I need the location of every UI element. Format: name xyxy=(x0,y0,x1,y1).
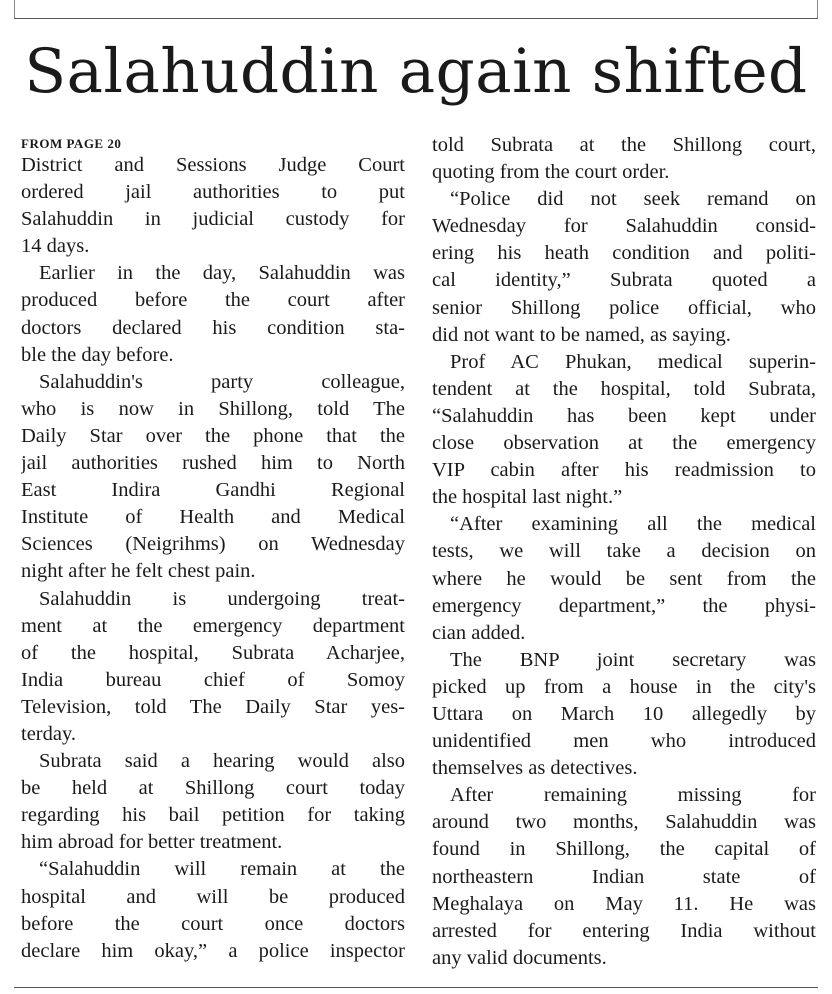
text-line: did not want to be named, as saying. xyxy=(432,323,731,346)
text-line: Subrata said a hearing would also xyxy=(39,750,405,773)
text-line: cian added. xyxy=(432,621,526,644)
text-line: Earlier in the day, Salahuddin was xyxy=(39,262,405,285)
text-line: “Salahuddin has been kept under xyxy=(432,404,816,427)
text-line: be held at Shillong court today xyxy=(21,777,405,800)
text-line: VIP cabin after his readmission to xyxy=(432,459,816,482)
text-line: the hospital last night.” xyxy=(432,486,623,509)
text-line: found in Shillong, the capital of xyxy=(432,838,816,861)
text-line: northeastern Indian state of xyxy=(432,865,816,888)
page-edge-left xyxy=(14,0,15,18)
kicker: FROM PAGE 20 xyxy=(21,136,122,151)
text-line: night after he felt chest pain. xyxy=(21,560,256,583)
text-line: 14 days. xyxy=(21,235,90,258)
text-line: picked up from a house in the city's xyxy=(432,675,816,698)
text-line: before the court once doctors xyxy=(21,912,405,935)
text-line: ble the day before. xyxy=(21,343,174,366)
text-line: ment at the emergency department xyxy=(21,614,405,637)
text-line: Television, told The Daily Star yes- xyxy=(21,695,405,718)
text-line: regarding his bail petition for taking xyxy=(21,804,405,827)
text-line: “After examining all the medical xyxy=(450,513,816,536)
text-line: of the hospital, Subrata Acharjee, xyxy=(21,641,405,664)
top-rule xyxy=(14,18,818,19)
left-column xyxy=(21,136,405,965)
text-line: arrested for entering India without xyxy=(432,919,816,942)
text-line: close observation at the emergency xyxy=(432,432,816,455)
text-line: hospital and will be produced xyxy=(21,885,405,908)
text-line: tests, we will take a decision on xyxy=(432,540,816,563)
text-line: “Salahuddin will remain at the xyxy=(39,858,405,881)
text-line: Wednesday for Salahuddin consid- xyxy=(432,215,816,238)
text-line: Salahuddin in judicial custody for xyxy=(21,208,405,231)
text-line: Salahuddin is undergoing treat- xyxy=(39,587,405,610)
text-line: Daily Star over the phone that the xyxy=(21,424,405,447)
text-line: doctors declared his condition sta- xyxy=(21,316,405,339)
text-line: unidentified men who introduced xyxy=(432,730,816,753)
text-line: terday. xyxy=(21,722,77,745)
left-column-text xyxy=(21,152,405,965)
text-line: ordered jail authorities to put xyxy=(21,181,405,204)
text-line: Meghalaya on May 11. He was xyxy=(432,892,816,915)
text-line: tendent at the hospital, told Subrata, xyxy=(432,377,816,400)
right-column-text xyxy=(432,132,816,972)
text-line: ering his heath condition and politi- xyxy=(432,242,816,265)
text-line: declare him okay,” a police inspector xyxy=(21,939,405,962)
text-line: Sciences (Neigrihms) on Wednesday xyxy=(21,533,405,556)
text-line: Salahuddin's party colleague, xyxy=(39,370,405,393)
page-edge-right xyxy=(817,0,818,18)
text-line: told Subrata at the Shillong court, xyxy=(432,134,816,156)
text-line: cal identity,” Subrata quoted a xyxy=(432,269,816,292)
text-line: Uttara on March 10 allegedly by xyxy=(432,702,816,725)
text-line: around two months, Salahuddin was xyxy=(432,811,816,834)
text-line: “Police did not seek remand on xyxy=(450,188,816,211)
headline: Salahuddin again shifted xyxy=(24,36,808,107)
text-line: produced before the court after xyxy=(21,289,405,312)
text-line: District and Sessions Judge Court xyxy=(21,154,405,176)
text-line: him abroad for better treatment. xyxy=(21,831,283,854)
text-line: East Indira Gandhi Regional xyxy=(21,479,405,502)
text-line: Institute of Health and Medical xyxy=(21,506,405,529)
text-line: where he would be sent from the xyxy=(432,567,816,590)
bottom-rule xyxy=(14,987,818,988)
right-column xyxy=(432,132,816,972)
text-line: After remaining missing for xyxy=(450,784,816,807)
text-line: The BNP joint secretary was xyxy=(450,648,816,671)
text-line: quoting from the court order. xyxy=(432,161,670,184)
text-line: any valid documents. xyxy=(432,946,607,969)
text-line: who is now in Shillong, told The xyxy=(21,397,405,420)
text-line: jail authorities rushed him to North xyxy=(21,452,405,475)
text-line: emergency department,” the physi- xyxy=(432,594,816,617)
text-line: senior Shillong police official, who xyxy=(432,296,816,319)
text-line: India bureau chief of Somoy xyxy=(21,668,405,691)
text-line: Prof AC Phukan, medical superin- xyxy=(450,350,816,373)
text-line: themselves as detectives. xyxy=(432,757,638,780)
